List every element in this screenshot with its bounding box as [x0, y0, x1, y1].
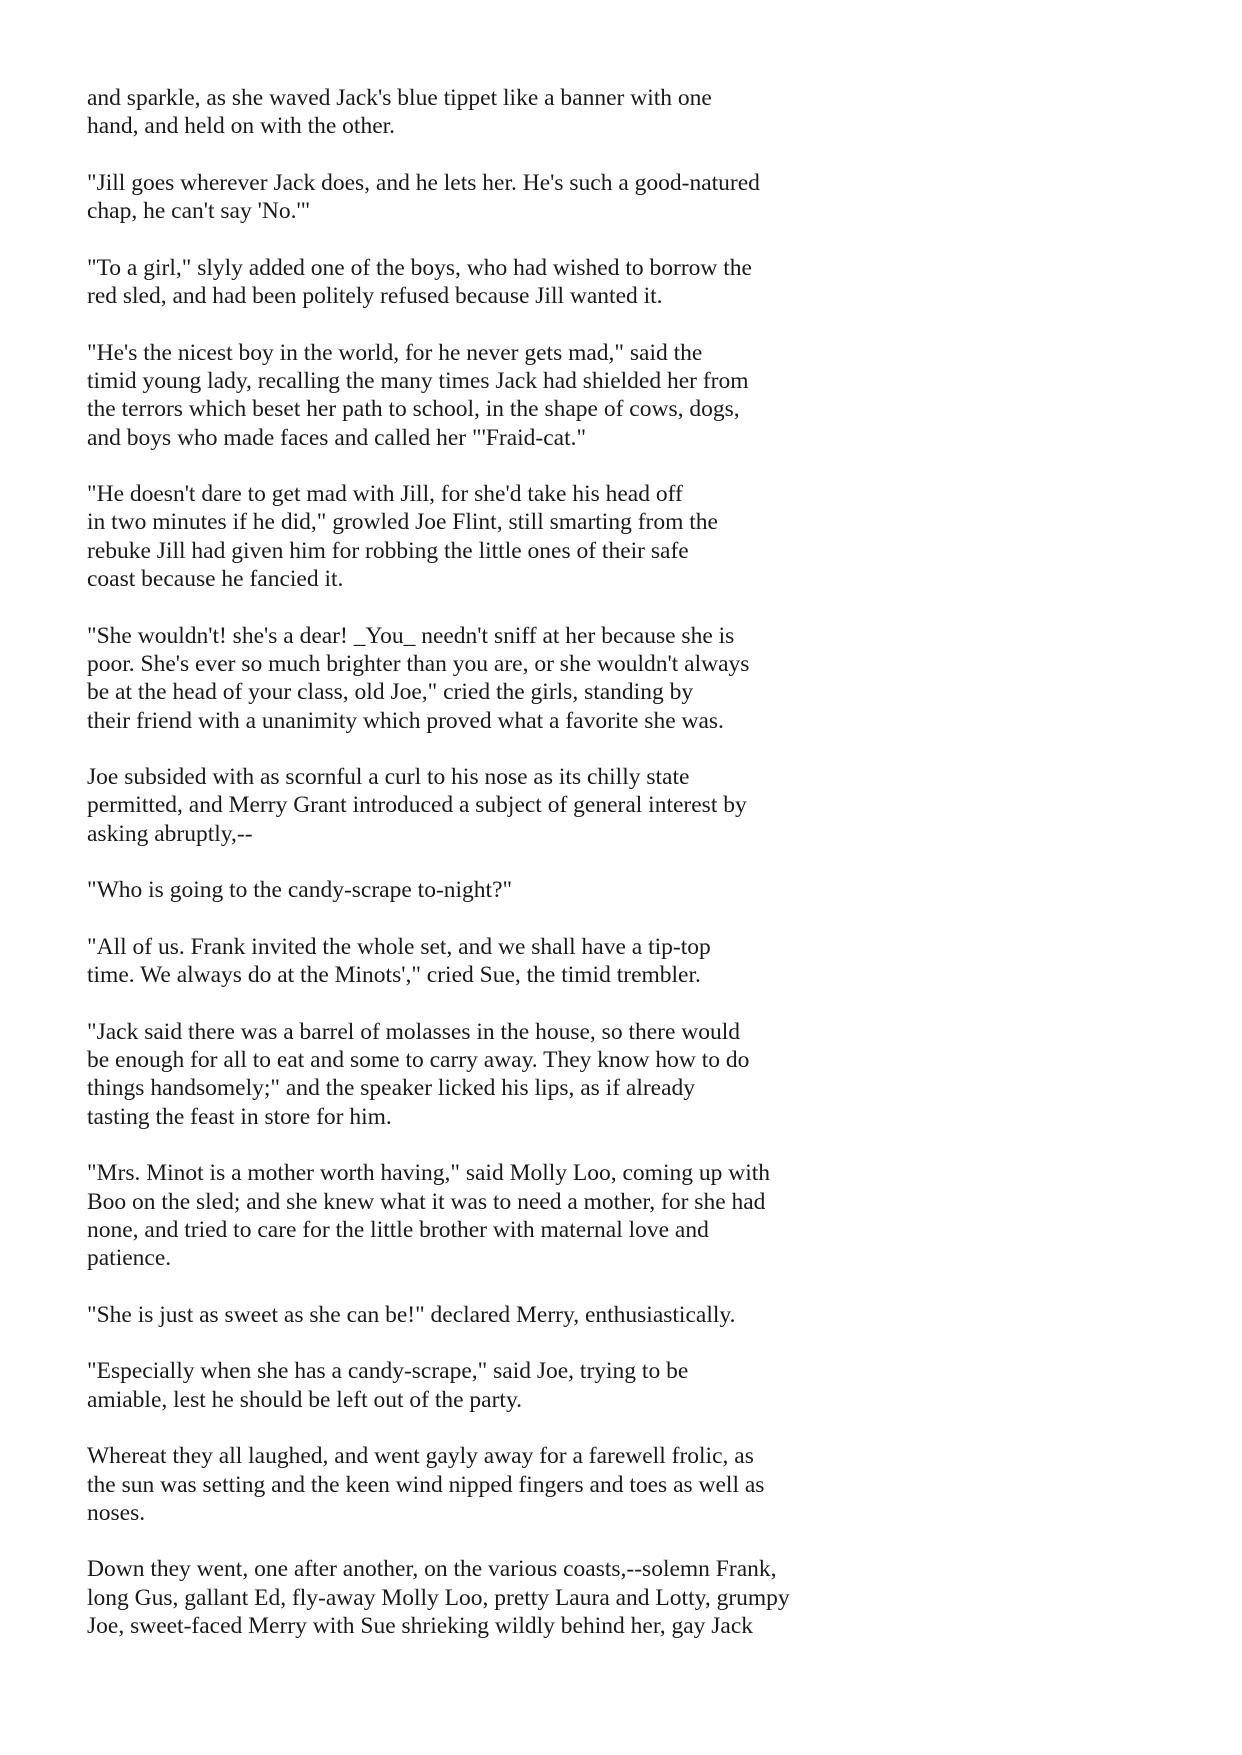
text-line: in two minutes if he did," growled Joe Flint, still smarting from the — [87, 509, 718, 536]
paragraph — [87, 169, 1167, 226]
text-line: red sled, and had been politely refused because Jill wanted it. — [87, 283, 663, 310]
paragraph — [87, 1357, 1167, 1414]
paragraph — [87, 876, 1167, 904]
text-line: and boys who made faces and called her "'Fraid-cat." — [87, 424, 587, 451]
text-line: patience. — [87, 1245, 172, 1272]
text-line: "Jack said there was a barrel of molasses in the house, so there would — [87, 1018, 741, 1045]
text-line: coast because he fancied it. — [87, 566, 344, 593]
text-line: "Who is going to the candy-scrape to-night?" — [87, 877, 513, 904]
text-line: the terrors which beset her path to school, in the shape of cows, dogs, — [87, 396, 740, 423]
text-line: chap, he can't say 'No.'" — [87, 198, 311, 225]
text-line: rebuke Jill had given him for robbing the little ones of their safe — [87, 537, 689, 564]
text-line: long Gus, gallant Ed, fly-away Molly Loo, pretty Laura and Lotty, grumpy — [87, 1584, 790, 1611]
text-line: be at the head of your class, old Joe," cried the girls, standing by — [87, 679, 694, 706]
text-line: their friend with a unanimity which proved what a favorite she was. — [87, 707, 724, 734]
text-line: Boo on the sled; and she knew what it was to need a mother, for she had — [87, 1188, 766, 1215]
text-line: poor. She's ever so much brighter than you are, or she wouldn't always — [87, 650, 750, 677]
paragraph — [87, 1301, 1167, 1329]
text-line: the sun was setting and the keen wind nipped fingers and toes as well as — [87, 1471, 765, 1498]
text-line: none, and tried to care for the little brother with maternal love and — [87, 1216, 709, 1243]
text-line: asking abruptly,-- — [87, 820, 253, 847]
text-line: "He's the nicest boy in the world, for he never gets mad," said the — [87, 339, 703, 366]
text-line: Joe subsided with as scornful a curl to his nose as its chilly state — [87, 764, 690, 791]
text-line: Down they went, one after another, on the various coasts,--solemn Frank, — [87, 1556, 777, 1583]
text-line: "She is just as sweet as she can be!" declared Merry, enthusiastically. — [87, 1301, 736, 1328]
paragraph — [87, 933, 1167, 990]
text-line: "She wouldn't! she's a dear! _You_ needn't sniff at her because she is — [87, 622, 735, 649]
paragraph — [87, 622, 1167, 735]
text-line: "To a girl," slyly added one of the boys, who had wished to borrow the — [87, 254, 752, 281]
text-line: "Especially when she has a candy-scrape," said Joe, trying to be — [87, 1358, 689, 1385]
paragraph — [87, 763, 1167, 848]
paragraph — [87, 84, 1167, 141]
paragraph — [87, 254, 1167, 311]
paragraph — [87, 480, 1167, 593]
text-line: "Jill goes wherever Jack does, and he lets her. He's such a good-natured — [87, 169, 760, 196]
text-line: hand, and held on with the other. — [87, 113, 396, 140]
paragraph — [87, 1159, 1167, 1272]
text-line: Joe, sweet-faced Merry with Sue shrieking wildly behind her, gay Jack — [87, 1613, 754, 1640]
paragraph — [87, 1442, 1167, 1527]
text-line: timid young lady, recalling the many times Jack had shielded her from — [87, 367, 749, 394]
paragraph — [87, 1018, 1167, 1131]
text-line: permitted, and Merry Grant introduced a subject of general interest by — [87, 792, 747, 819]
text-line: "All of us. Frank invited the whole set, and we shall have a tip-top — [87, 933, 711, 960]
paragraph — [87, 339, 1167, 452]
document-page — [87, 84, 1167, 1669]
text-line: noses. — [87, 1499, 146, 1526]
text-line: things handsomely;" and the speaker licked his lips, as if already — [87, 1075, 696, 1102]
text-line: time. We always do at the Minots'," cried Sue, the timid trembler. — [87, 962, 701, 989]
text-line: and sparkle, as she waved Jack's blue tippet like a banner with one — [87, 85, 712, 111]
paragraph — [87, 1555, 1167, 1640]
text-line: tasting the feast in store for him. — [87, 1103, 392, 1130]
text-line: amiable, lest he should be left out of the party. — [87, 1386, 523, 1413]
text-line: be enough for all to eat and some to carry away. They know how to do — [87, 1047, 750, 1074]
text-line: "Mrs. Minot is a mother worth having," said Molly Loo, coming up with — [87, 1160, 771, 1187]
text-line: Whereat they all laughed, and went gayly away for a farewell frolic, as — [87, 1443, 754, 1470]
text-line: "He doesn't dare to get mad with Jill, for she'd take his head off — [87, 481, 683, 508]
